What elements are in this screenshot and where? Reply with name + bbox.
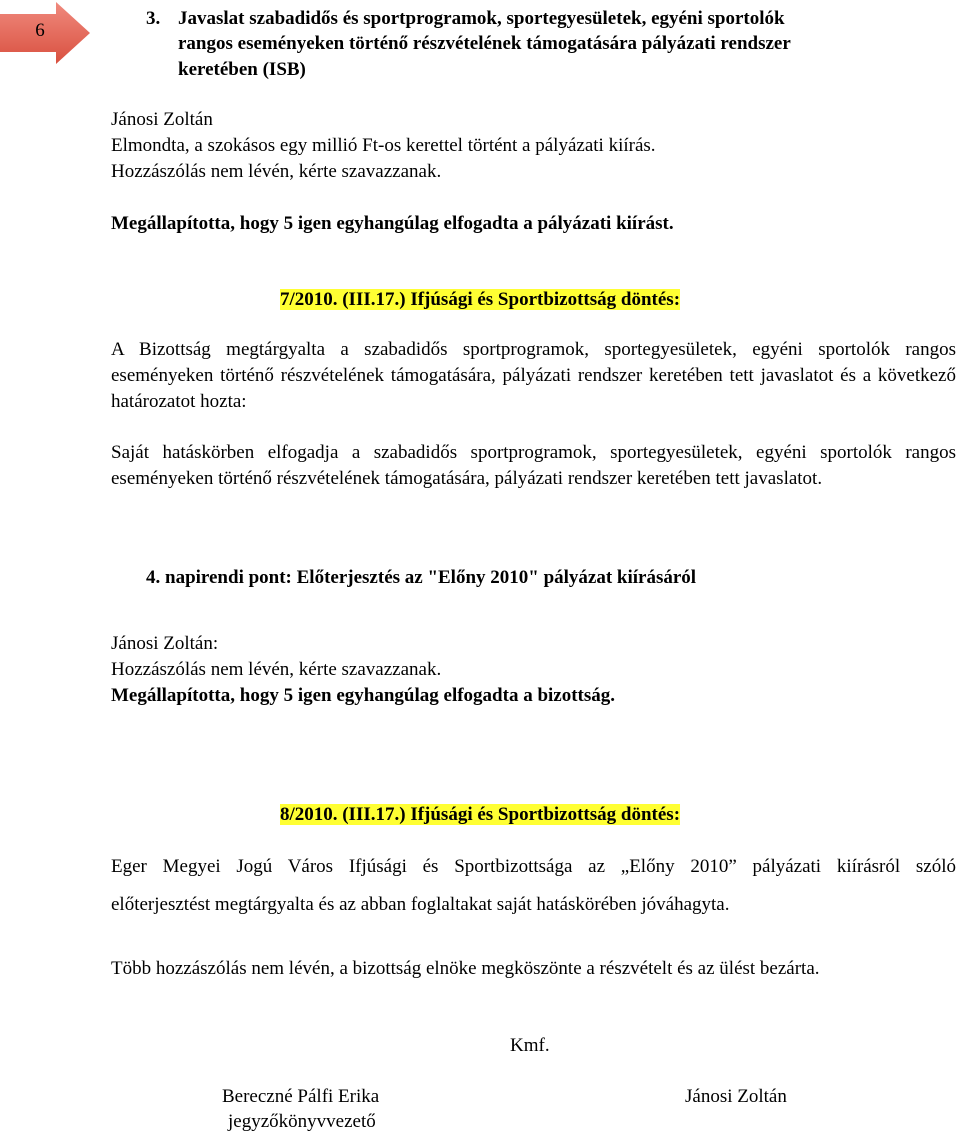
decision-8-para-line2: előterjesztést megtárgyalta és az abban foglaltakat saját hatáskörében jóváhagyta. [111, 894, 730, 915]
kmf-label: Kmf. [510, 1035, 550, 1056]
decision-8-title-row [0, 802, 960, 827]
section3-number: 3. [146, 8, 161, 29]
signature-left-role: jegyzőkönyvvezető [228, 1111, 376, 1132]
section3-title-line2: rangos eseményeken történő részvételének támogatására pályázati rendszer [178, 33, 791, 54]
signature-right-name: Jánosi Zoltán [685, 1086, 787, 1107]
page-number: 6 [35, 20, 45, 41]
decision-7-title-row [0, 287, 960, 312]
section3-speaker: Jánosi Zoltán [111, 109, 213, 130]
section3-body-line1: Elmondta, a szokásos egy millió Ft-os kerettel történt a pályázati kiírás. [111, 135, 656, 156]
section4-body: Hozzászólás nem lévén, kérte szavazzanak. [111, 659, 442, 680]
decision-8-para-line1: Eger Megyei Jogú Város Ifjúsági és Sportbizottsága az „Előny 2010” pályázati kiírásról szóló [111, 856, 956, 877]
decision-7-para1: A Bizottság megtárgyalta a szabadidős sportprogramok, sportegyesületek, egyéni sportolók rangos eseményeken történő részvételének támogatására, pályázati rendszer keretében tett javaslatot és a következő határozatot hozta: [111, 339, 956, 412]
decision-7-para2: Saját hatáskörben elfogadja a szabadidős sportprogramok, sportegyesületek, egyéni sportolók rangos eseményeken történő részvételének támogatására, pályázati rendszer keretében tett javaslatot. [111, 442, 956, 489]
signature-left-name: Bereczné Pálfi Erika [222, 1086, 380, 1107]
section3-title-line3: keretében (ISB) [178, 59, 306, 80]
section3-title-line1: Javaslat szabadidős és sportprogramok, sportegyesületek, egyéni sportolók [178, 8, 785, 29]
decision-8-title: 8/2010. (III.17.) Ifjúsági és Sportbizottság döntés: [279, 804, 681, 825]
section4-heading: 4. napirendi pont: Előterjesztés az "Előny 2010" pályázat kiírásáról [146, 567, 697, 588]
closing-statement: Több hozzászólás nem lévén, a bizottság elnöke megköszönte a részvételt és az ülést bezárta. [111, 958, 820, 979]
section3-body-line2: Hozzászólás nem lévén, kérte szavazzanak. [111, 161, 442, 182]
section4-vote-result: Megállapította, hogy 5 igen egyhangúlag elfogadta a bizottság. [111, 685, 616, 706]
decision-7-title: 7/2010. (III.17.) Ifjúsági és Sportbizottság döntés: [279, 289, 681, 310]
section3-vote-result: Megállapította, hogy 5 igen egyhangúlag elfogadta a pályázati kiírást. [111, 213, 674, 234]
section4-speaker: Jánosi Zoltán: [111, 633, 219, 654]
